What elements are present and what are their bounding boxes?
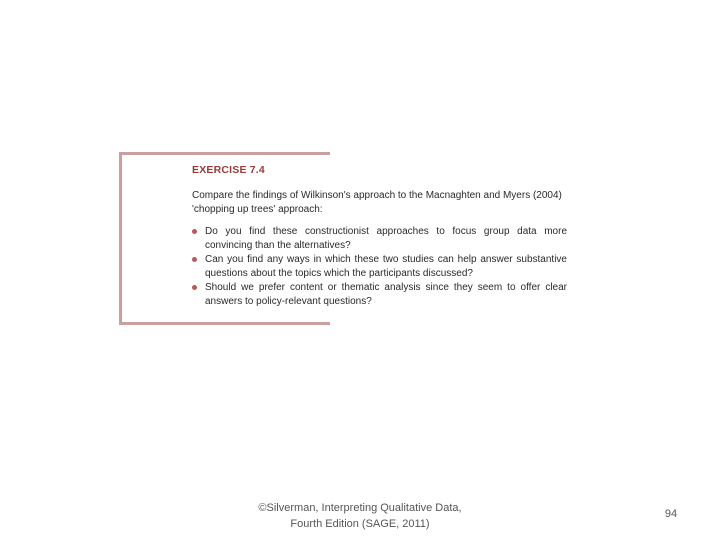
- question-text: Can you find any ways in which these two studies can help answer substantive questions about the topics which the participants discussed?: [205, 254, 567, 279]
- frame-top-border: [119, 152, 330, 155]
- exercise-title-word: EXERCISE: [192, 164, 247, 176]
- footer-citation: [230, 500, 490, 532]
- question-text: Should we prefer content or thematic analysis since they seem to offer clear answers to policy-relevant questions?: [205, 282, 567, 307]
- question-item: [192, 253, 567, 281]
- frame-bottom-border: [119, 322, 330, 325]
- question-text: Do you find these constructionist approaches to focus group data more convincing than the alternatives?: [205, 226, 567, 251]
- exercise-box: [119, 152, 567, 322]
- exercise-title-number: 7.4: [249, 164, 265, 176]
- question-item: [192, 281, 567, 309]
- bullet-icon: [192, 285, 197, 290]
- question-list: [192, 225, 567, 309]
- exercise-title: [192, 164, 265, 176]
- exercise-intro: Compare the findings of Wilkinson's approach to the Macnaghten and Myers (2004) 'chopping up trees' approach:: [192, 190, 562, 215]
- question-item: [192, 225, 567, 253]
- citation-line-1: ©Silverman, Interpreting Qualitative Data,: [258, 502, 462, 514]
- bullet-icon: [192, 229, 197, 234]
- bullet-icon: [192, 257, 197, 262]
- frame-left-border: [119, 152, 122, 325]
- citation-line-2: Fourth Edition (SAGE, 2011): [290, 518, 430, 530]
- page-number: 94: [664, 508, 678, 520]
